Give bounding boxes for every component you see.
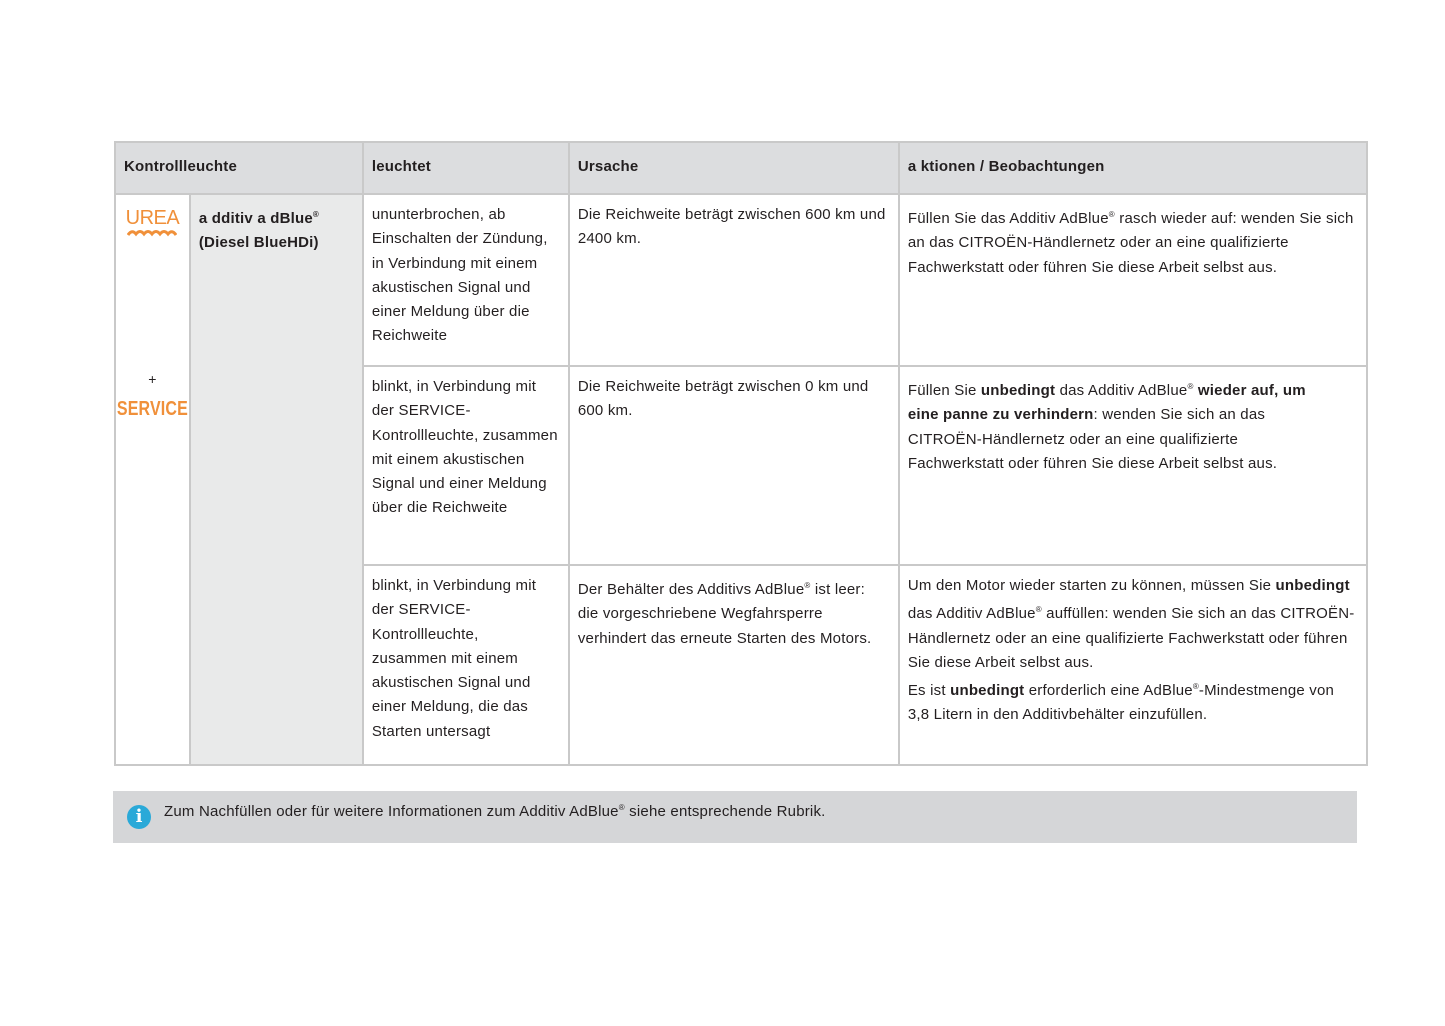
text-segment: rasch wieder auf: wenden Sie sich an das CITROËN-Händlernetz oder an eine qualifizierte Fachwerkstatt oder führen Sie diese Arbeit selbst aus. xyxy=(907,210,1354,276)
registered-mark: ® xyxy=(618,803,625,812)
table-row xyxy=(115,194,1367,366)
registered-mark: ® xyxy=(1187,382,1194,391)
cell-leuchtet: blinkt, in Verbindung mit der SERVICE-Kontrollleuchte, zusammen mit einem akustischen Signal und einer Meldung über die Reichweite xyxy=(363,366,569,565)
text-segment: Der Behälter des Additivs AdBlue xyxy=(577,581,805,598)
text-segment: Um den Motor wieder starten zu können, müssen Sie xyxy=(907,577,1276,594)
table-header xyxy=(115,142,1367,194)
info-text-before: Zum Nachfüllen oder für weitere Informationen zum Additiv AdBlue xyxy=(164,803,619,820)
text-segment: ist leer: die vorgeschriebene Wegfahrsperre verhindert das erneute Starten des Motors. xyxy=(577,581,872,647)
urea-icon: UREA xyxy=(125,207,180,229)
cell-ursache xyxy=(569,194,899,366)
text-segment: unbedingt xyxy=(950,682,1025,700)
text-segment: unbedingt xyxy=(1275,577,1350,594)
text-segment: Füllen Sie das Additiv AdBlue xyxy=(907,210,1109,227)
cell-aktionen xyxy=(899,194,1367,366)
name-line2: (Diesel BlueHDi) xyxy=(198,234,319,252)
text-segment: Füllen Sie xyxy=(907,382,981,399)
info-icon: i xyxy=(127,805,151,829)
indicator-icons xyxy=(115,194,190,765)
cell-ursache xyxy=(569,565,899,765)
registered-mark: ® xyxy=(1192,682,1199,692)
warning-light-table xyxy=(114,141,1368,766)
wave-icon xyxy=(127,229,177,237)
text-segment: das Additiv AdBlue xyxy=(907,605,1036,623)
info-box xyxy=(113,791,1357,843)
cell-ursache xyxy=(569,366,899,565)
info-text xyxy=(164,803,826,820)
registered-mark: ® xyxy=(1035,605,1042,615)
text-segment: Es ist xyxy=(907,682,951,700)
header-ursache: Ursache xyxy=(569,142,899,194)
registered-mark: ® xyxy=(312,210,320,219)
text-segment: Die Reichweite beträgt zwischen 0 km und 600 km. xyxy=(577,378,869,420)
plus-sign: + xyxy=(148,371,157,387)
header-kontrollleuchte: Kontrollleuchte xyxy=(115,142,363,194)
text-segment: : wenden Sie sich an das CITROËN-Händlernetz oder an eine qualifizierte Fachwerkstatt oder führen Sie diese Arbeit selbst aus. xyxy=(907,406,1278,472)
text-segment: das Additiv AdBlue xyxy=(1055,382,1188,399)
cell-aktionen xyxy=(899,366,1367,565)
info-text-after: siehe entsprechende Rubrik. xyxy=(624,803,826,820)
indicator-name xyxy=(190,194,363,765)
service-icon: SERVICE xyxy=(116,398,188,421)
cell-aktionen xyxy=(899,565,1367,765)
header-leuchtet: leuchtet xyxy=(363,142,569,194)
text-segment: auffüllen: wenden Sie sich an das CITROËN-Händlernetz oder an eine qualifizierte Fachwerkstatt oder führen Sie diese Arbeit selbst aus. xyxy=(907,605,1355,671)
registered-mark: ® xyxy=(804,581,811,590)
name-line1: a dditiv a dBlue xyxy=(198,210,313,227)
text-segment: Die Reichweite beträgt zwischen 600 km und 2400 km. xyxy=(577,206,886,248)
header-aktionen: a ktionen / Beobachtungen xyxy=(899,142,1367,194)
text-segment: wieder auf, um eine panne zu verhindern xyxy=(907,382,1306,424)
text-segment: -Mindestmenge von 3,8 Litern in den Additivbehälter einzufüllen. xyxy=(907,682,1335,724)
text-segment: unbedingt xyxy=(980,382,1056,399)
registered-mark: ® xyxy=(1108,210,1115,219)
cell-leuchtet: ununterbrochen, ab Einschalten der Zündung, in Verbindung mit einem akustischen Signal und einer Meldung über die Reichweite xyxy=(363,194,569,366)
cell-leuchtet: blinkt, in Verbindung mit der SERVICE-Kontrollleuchte, zusammen mit einem akustischen Signal und einer Meldung, die das Starten untersagt xyxy=(363,565,569,765)
text-segment: erforderlich eine AdBlue xyxy=(1024,682,1193,700)
